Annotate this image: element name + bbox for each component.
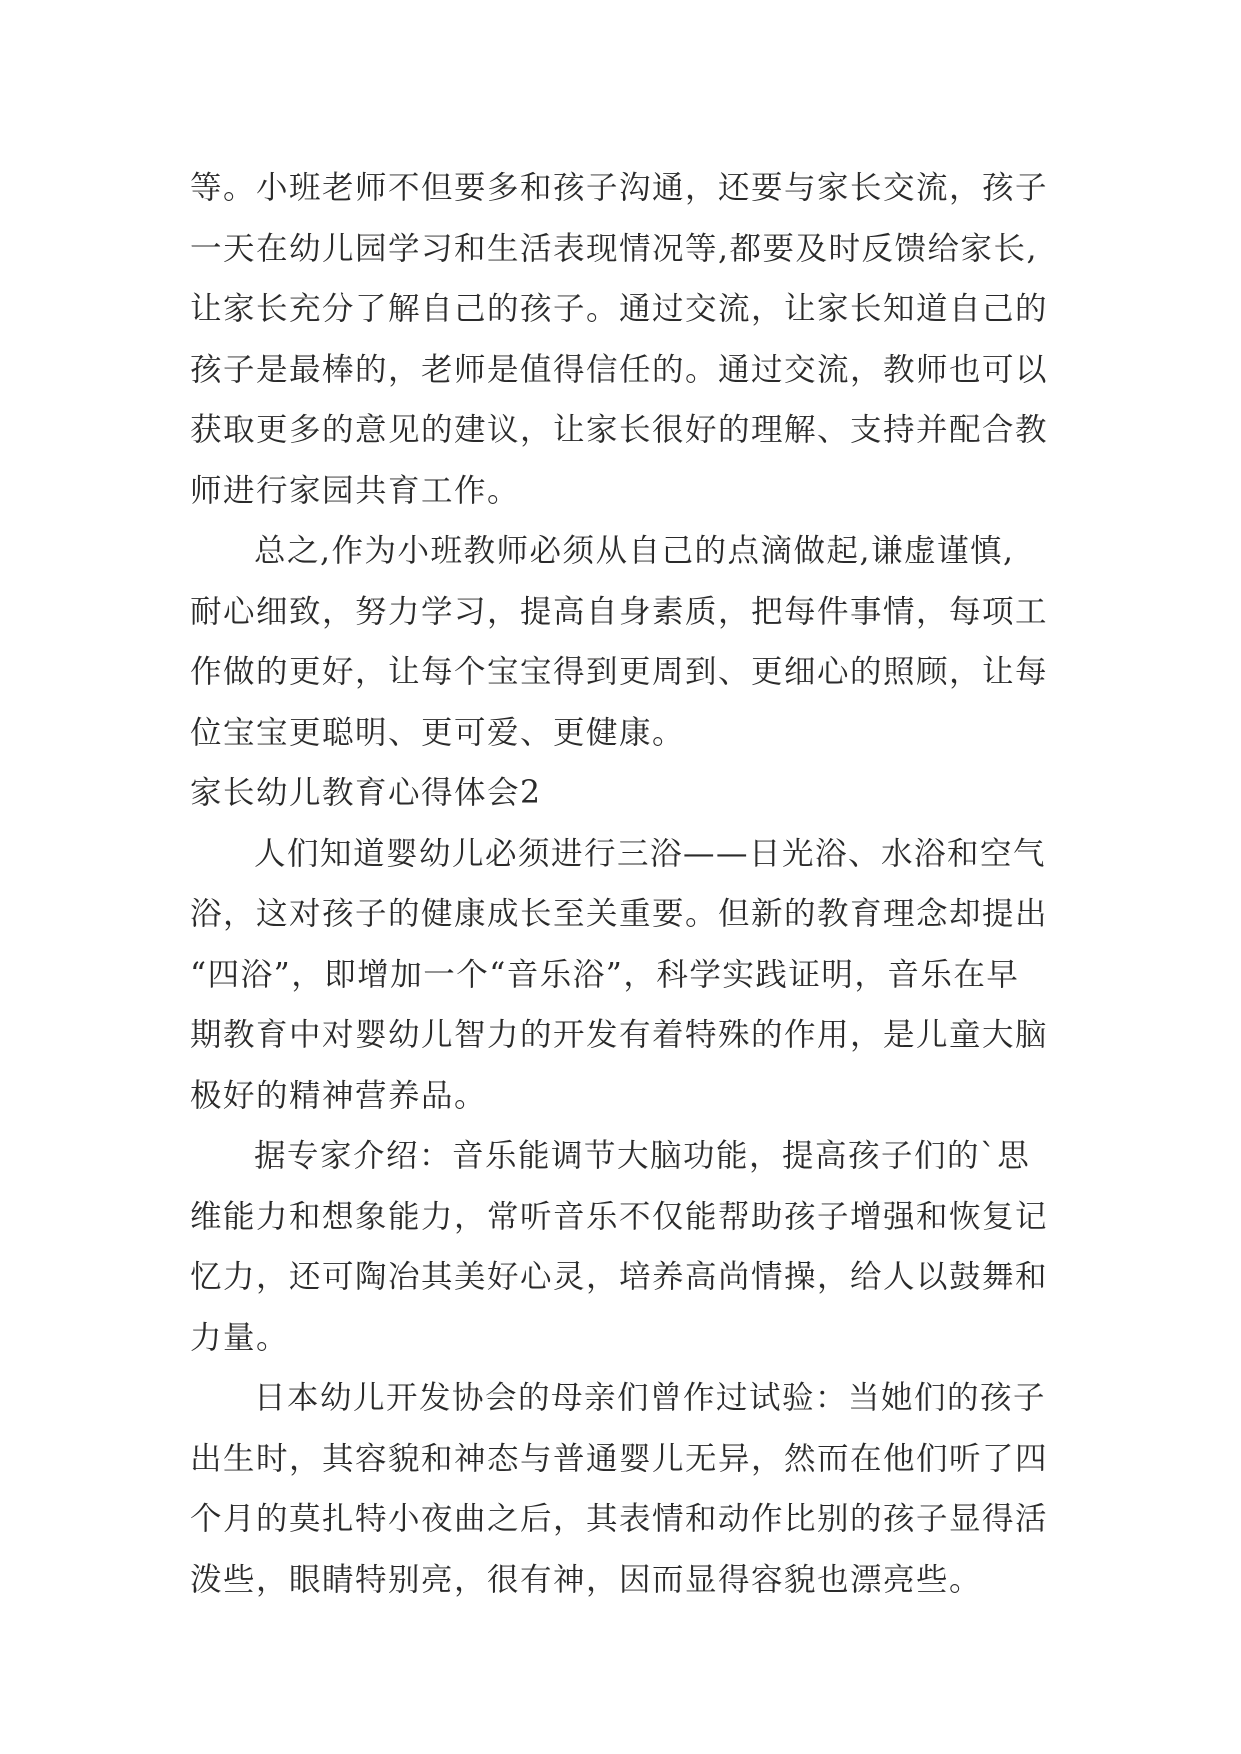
text-line: 泼些，眼睛特别亮，很有神，因而显得容貌也漂亮些。	[190, 1561, 983, 1598]
text-line: 出生时，其容貌和神态与普通婴儿无异，然而在他们听了四	[190, 1440, 1049, 1477]
text-line: 作做的更好，让每个宝宝得到更周到、更细心的照顾，让每	[190, 654, 1049, 690]
text-line: 忆力，还可陶冶其美好心灵，培养高尚情操，给人以鼓舞和	[190, 1259, 1049, 1295]
text-line: 力量。	[190, 1319, 290, 1356]
paragraph-start-line: 日本幼儿开发协会的母亲们曾作过试验：当她们的孩子	[254, 1380, 1047, 1416]
document-body	[190, 158, 1090, 1610]
text-line: 师进行家园共育工作。	[190, 472, 521, 509]
text-line: 让家长充分了解自己的孩子。通过交流，让家长知道自己的	[190, 291, 1049, 327]
paragraph-start-line: 据专家介绍：音乐能调节大脑功能，提高孩子们的`思	[254, 1138, 1031, 1174]
text-line: 耐心细致，努力学习，提高自身素质，把每件事情，每项工	[190, 593, 1049, 630]
text-line: 获取更多的意见的建议，让家长很好的理解、支持并配合教	[190, 412, 1049, 448]
text-line: 一天在幼儿园学习和生活表现情况等,都要及时反馈给家长,	[190, 230, 1039, 267]
text-line: 孩子是最棒的，老师是值得信任的。通过交流，教师也可以	[190, 351, 1049, 388]
paragraph-start-line: 人们知道婴幼儿必须进行三浴——日光浴、水浴和空气	[254, 835, 1047, 872]
text-line: 维能力和想象能力，常听音乐不仅能帮助孩子增强和恢复记	[190, 1198, 1049, 1235]
text-line: 浴，这对孩子的健康成长至关重要。但新的教育理念却提出	[190, 896, 1049, 932]
text-line: 个月的莫扎特小夜曲之后，其表情和动作比别的孩子显得活	[190, 1501, 1049, 1537]
text-line: 期教育中对婴幼儿智力的开发有着特殊的作用，是儿童大脑	[190, 1017, 1049, 1053]
text-line: 极好的精神营养品。	[190, 1077, 488, 1114]
text-line: 等。小班老师不但要多和孩子沟通，还要与家长交流，孩子	[190, 170, 1049, 206]
paragraph-start-line: 总之,作为小班教师必须从自己的点滴做起,谦虚谨慎,	[254, 533, 1015, 569]
text-line: 位宝宝更聪明、更可爱、更健康。	[190, 714, 686, 751]
section-heading: 家长幼儿教育心得体会2	[190, 775, 542, 811]
text-line: “四浴”，即增加一个“音乐浴”，科学实践证明，音乐在早	[190, 956, 1020, 993]
